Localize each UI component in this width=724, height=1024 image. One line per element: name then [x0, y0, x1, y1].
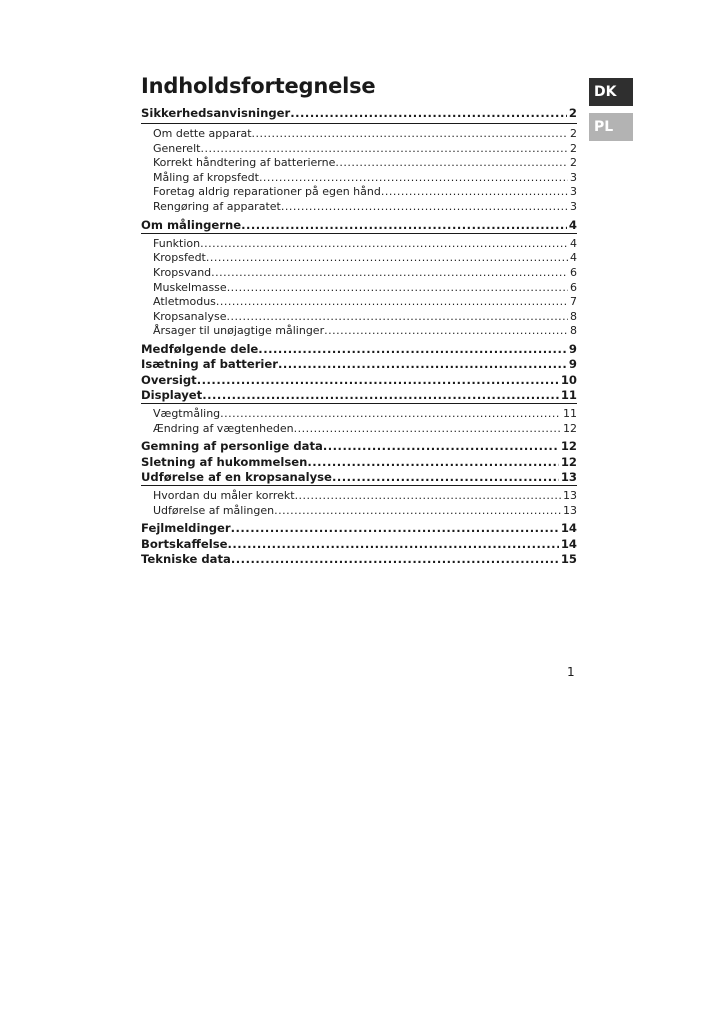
toc-leader-dots	[281, 200, 568, 215]
toc-section-title: Bortskaffelse	[141, 536, 228, 551]
toc-section-title: Displayet	[141, 387, 203, 402]
toc-leader-dots	[290, 104, 567, 123]
toc-subsection-title: Kropsanalyse	[153, 309, 227, 323]
toc-subsection-title: Kropsfedt	[153, 251, 206, 265]
page-number: 1	[567, 665, 575, 679]
toc-section-page: 12	[560, 439, 577, 454]
toc-subsection-entry[interactable]	[141, 171, 577, 186]
toc-leader-dots	[307, 455, 559, 470]
toc-subsection-title: Funktion	[153, 236, 201, 250]
toc-section-page: 13	[560, 469, 577, 484]
toc-subsection-page: 11	[563, 407, 577, 421]
toc-section-title: Tekniske data	[141, 552, 231, 567]
toc-section-page: 10	[560, 372, 577, 387]
toc-leader-dots	[294, 422, 561, 437]
toc-leader-dots	[259, 171, 568, 186]
toc-section-title: Isætning af batterier	[141, 357, 278, 372]
language-tab-dk[interactable]: DK	[589, 78, 633, 106]
toc-leader-dots	[220, 407, 561, 422]
toc-subsection-title: Årsager til unøjagtige målinger	[153, 324, 325, 338]
toc-section-title: Om målingerne	[141, 217, 242, 232]
toc-leader-dots	[241, 218, 567, 233]
toc-subsection-title: Generelt	[153, 141, 201, 155]
toc-leader-dots	[381, 185, 568, 200]
toc-leader-dots	[216, 295, 568, 310]
toc-section-page: 11	[560, 387, 577, 402]
toc-subsection-entry[interactable]	[141, 310, 577, 325]
toc-leader-dots	[197, 373, 559, 388]
toc-leader-dots	[231, 552, 559, 567]
toc-section-page: 15	[560, 552, 577, 567]
toc-subsection-entry[interactable]	[141, 489, 577, 504]
toc-subsection-title: Ændring af vægtenheden	[153, 421, 294, 435]
toc-leader-dots	[211, 266, 568, 281]
toc-leader-dots	[227, 281, 568, 296]
toc-subsection-entry[interactable]	[141, 504, 577, 519]
toc-subsection-entry[interactable]	[141, 200, 577, 215]
toc-leader-dots	[278, 357, 567, 372]
toc-section-title: Udførelse af en kropsanalyse	[141, 469, 332, 484]
toc-leader-dots	[200, 237, 568, 252]
toc-subsection-title: Om dette apparat	[153, 127, 252, 140]
toc-section-entry[interactable]	[141, 357, 577, 372]
toc-subsection-title: Muskelmasse	[153, 280, 227, 294]
toc-subsection-entry[interactable]	[141, 422, 577, 437]
toc-section-page: 14	[560, 521, 577, 536]
toc-section-title: Sikkerhedsanvisninger	[141, 106, 291, 120]
toc-subsection-title: Udførelse af målingen	[153, 503, 275, 517]
toc-leader-dots	[258, 342, 567, 357]
language-tab-pl[interactable]: PL	[589, 113, 633, 141]
toc-subsection-page: 3	[570, 185, 577, 199]
toc-subsection-title: Korrekt håndtering af batterierne	[153, 156, 336, 170]
toc-section-title: Oversigt	[141, 372, 197, 387]
toc-section-entry[interactable]	[141, 455, 577, 470]
toc-leader-dots	[335, 156, 568, 171]
toc-subsection-page: 2	[570, 156, 577, 170]
toc-leader-dots	[274, 504, 561, 519]
toc-subsection-page: 3	[570, 199, 577, 213]
toc-leader-dots	[228, 537, 559, 552]
toc-subsection-entry[interactable]	[141, 281, 577, 296]
toc-subsection-page: 2	[570, 127, 577, 140]
toc-subsection-page: 13	[563, 503, 577, 517]
toc-subsection-title: Foretag aldrig reparationer på egen hånd	[153, 185, 381, 199]
toc-section-page: 2	[568, 106, 577, 120]
toc-section-page: 9	[568, 357, 577, 372]
toc-section-title: Gemning af personlige data	[141, 439, 323, 454]
toc-subsection-page: 13	[563, 489, 577, 503]
toc-subsection-entry[interactable]	[141, 295, 577, 310]
toc-subsection-page: 4	[570, 251, 577, 265]
toc-leader-dots	[324, 324, 568, 339]
toc-subsection-title: Kropsvand	[153, 266, 212, 280]
toc-subsection-page: 12	[563, 421, 577, 435]
toc-subsection-entry[interactable]	[141, 407, 577, 422]
toc-subsection-entry[interactable]	[141, 156, 577, 171]
toc-subsection-page: 8	[570, 324, 577, 338]
toc-section-entry[interactable]	[141, 470, 577, 486]
toc-section-page: 4	[568, 217, 577, 232]
toc-subsection-entry[interactable]	[141, 142, 577, 157]
toc-section-entry[interactable]	[141, 439, 577, 454]
toc-leader-dots	[200, 142, 568, 157]
toc-subsection-page: 7	[570, 295, 577, 309]
toc-section-entry[interactable]	[141, 388, 577, 404]
toc-leader-dots	[323, 439, 559, 454]
toc-subsection-page: 4	[570, 236, 577, 250]
toc-subsection-title: Vægtmåling	[153, 407, 221, 421]
toc-leader-dots	[202, 388, 559, 403]
toc-section-title: Sletning af hukommelsen	[141, 454, 308, 469]
toc-subsection-entry[interactable]	[141, 127, 577, 142]
toc-subsection-title: Atletmodus	[153, 295, 216, 309]
toc-subsection-entry[interactable]	[141, 324, 577, 339]
toc-subsection-page: 6	[570, 280, 577, 294]
toc-subsection-page: 8	[570, 309, 577, 323]
toc-subsection-entry[interactable]	[141, 266, 577, 281]
toc-section-entry[interactable]	[141, 342, 577, 357]
toc-section-page: 9	[568, 342, 577, 357]
toc-leader-dots	[226, 310, 568, 325]
toc-subsection-page: 3	[570, 170, 577, 184]
toc-leader-dots	[252, 127, 568, 142]
toc-leader-dots	[231, 521, 559, 536]
toc-subsection-title: Rengøring af apparatet	[153, 199, 281, 213]
toc-section-entry[interactable]	[141, 552, 577, 567]
toc-leader-dots	[295, 489, 561, 504]
toc-section-page: 14	[560, 536, 577, 551]
toc-subsection-title: Måling af kropsfedt	[153, 170, 259, 184]
toc-subsection-entry[interactable]	[141, 237, 577, 252]
toc-section-page: 12	[560, 454, 577, 469]
toc-subsection-entry[interactable]	[141, 251, 577, 266]
toc-section-title: Fejlmeldinger	[141, 521, 231, 536]
toc-section-entry[interactable]	[141, 521, 577, 536]
page-title: Indholdsfortegnelse	[141, 74, 376, 98]
table-of-contents	[141, 104, 577, 567]
toc-section-entry[interactable]	[141, 373, 577, 388]
toc-section-entry[interactable]	[141, 104, 577, 124]
toc-leader-dots	[332, 470, 559, 485]
toc-subsection-page: 2	[570, 141, 577, 155]
toc-leader-dots	[206, 251, 568, 266]
toc-section-title: Medfølgende dele	[141, 342, 259, 357]
toc-section-entry[interactable]	[141, 218, 577, 234]
toc-subsection-page: 6	[570, 266, 577, 280]
toc-section-entry[interactable]	[141, 537, 577, 552]
toc-subsection-entry[interactable]	[141, 185, 577, 200]
toc-subsection-title: Hvordan du måler korrekt	[153, 489, 295, 503]
